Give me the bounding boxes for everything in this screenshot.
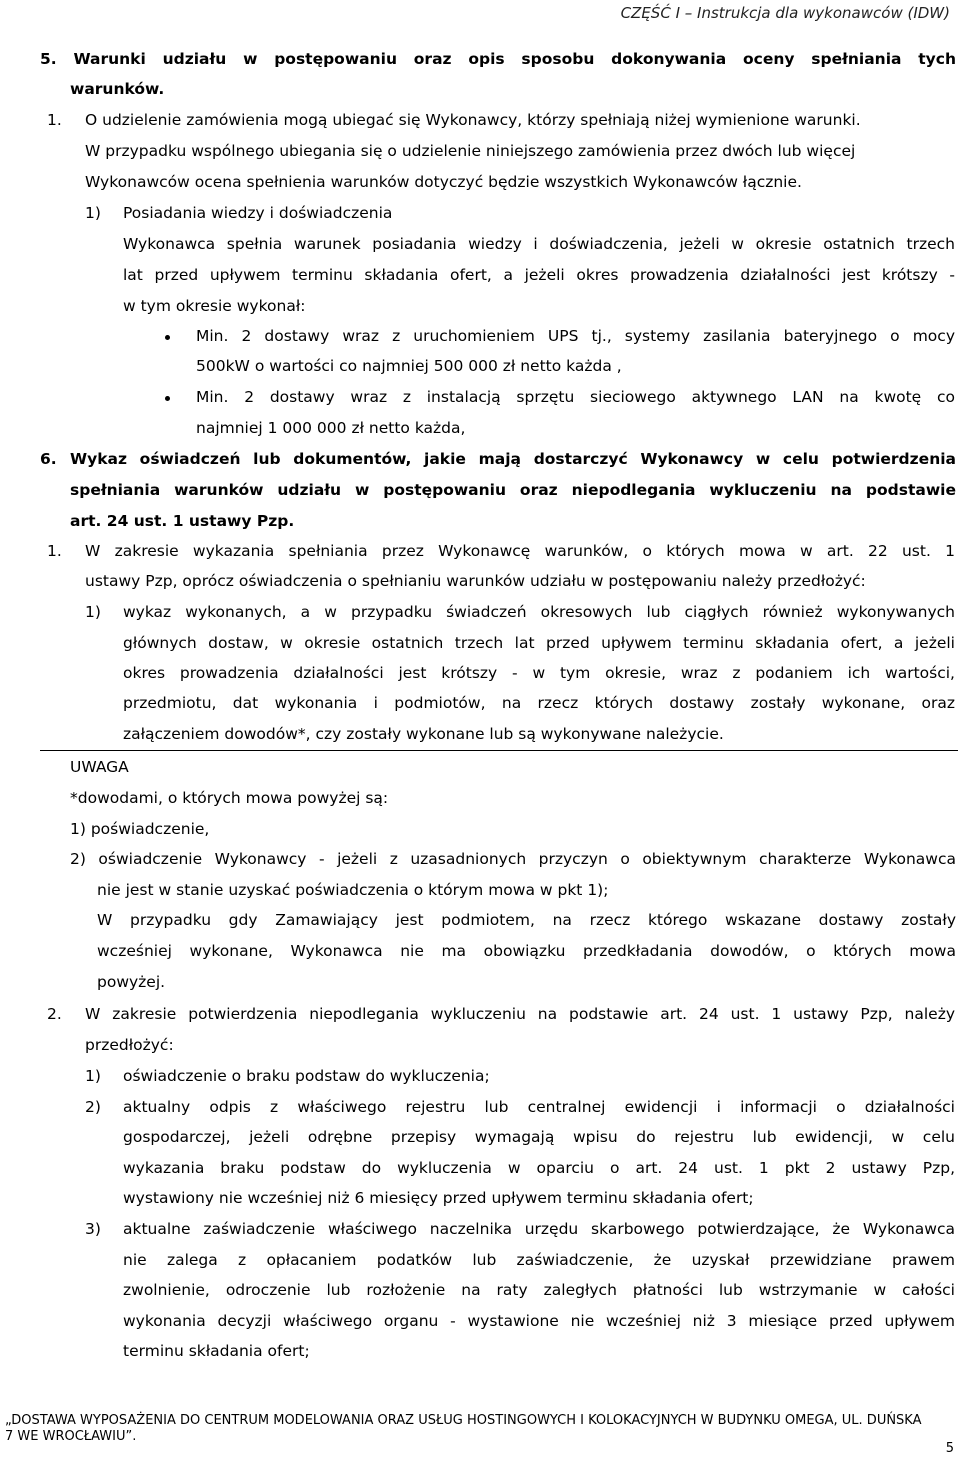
paragraph-line: zwolnienie, odroczenie lub rozłożenie na raty zaległych płatności lub wstrzymanie w całości xyxy=(123,1281,955,1299)
footer-title-cont: 7 WE WROCŁAWIU”. xyxy=(5,1429,137,1444)
paragraph-line: ustawy Pzp, oprócz oświadczenia o spełnianiu warunków udziału w postępowaniu należy przedłożyć: xyxy=(85,572,866,590)
footer-title: „DOSTAWA WYPOSAŻENIA DO CENTRUM MODELOWANIA ORAZ USŁUG HOSTINGOWYCH I KOLOKACYJNYCH W BUDYNKU OMEGA, UL. DUŃSKA xyxy=(5,1413,922,1428)
item-number: 1. xyxy=(47,542,62,560)
section-6-number: 6. xyxy=(40,450,57,468)
paragraph-line: wykazania braku podstaw do wykluczenia w oparciu o art. 24 ust. 1 pkt 2 ustawy Pzp, xyxy=(123,1159,955,1177)
paragraph-line: aktualny odpis z właściwego rejestru lub centralnej ewidencji i informacji o działalności xyxy=(123,1098,955,1116)
note-item-cont: nie jest w stanie uzyskać poświadczenia o którym mowa w pkt 1); xyxy=(97,881,609,899)
bullet-dot xyxy=(165,396,170,401)
note-intro: *dowodami, o których mowa powyżej są: xyxy=(70,789,389,807)
paragraph-line: W przypadku wspólnego ubiegania się o udzielenie niniejszego zamówienia przez dwóch lub więcej xyxy=(85,142,856,160)
bullet-line: najmniej 1 000 000 zł netto każda, xyxy=(196,419,466,437)
subitem-number: 1) xyxy=(85,1067,101,1085)
bullet-line: Min. 2 dostawy wraz z instalacją sprzętu sieciowego aktywnego LAN na kwotę co xyxy=(196,388,955,406)
note-paragraph: wcześniej wykonane, Wykonawca nie ma obowiązku przedkładania dowodów, o których mowa xyxy=(97,942,956,960)
section-5-heading-cont: warunków. xyxy=(70,80,165,98)
section-6-heading: Wykaz oświadczeń lub dokumentów, jakie mają dostarczyć Wykonawcy w celu potwierdzenia xyxy=(70,450,956,468)
note-paragraph: powyżej. xyxy=(97,973,166,991)
subitem-number: 1) xyxy=(85,603,101,621)
paragraph-line: załączeniem dowodów*, czy zostały wykonane lub są wykonywane należycie. xyxy=(123,725,724,743)
paragraph-line: okres prowadzenia działalności jest krótszy - w tym okresie, wraz z podaniem ich wartości, xyxy=(123,664,955,682)
note-paragraph: W przypadku gdy Zamawiający jest podmiotem, na rzecz którego wskazane dostawy zostały xyxy=(97,911,956,929)
paragraph-line: lat przed upływem terminu składania ofert, a jeżeli okres prowadzenia działalności jest krótszy - xyxy=(123,266,955,284)
subitem-number: 3) xyxy=(85,1220,101,1238)
section-6-heading-cont: art. 24 ust. 1 ustawy Pzp. xyxy=(70,512,295,530)
paragraph-line: oświadczenie o braku podstaw do wykluczenia; xyxy=(123,1067,490,1085)
subitem-number: 2) xyxy=(85,1098,101,1116)
paragraph-line: W zakresie wykazania spełniania przez Wykonawcę warunków, o których mowa w art. 22 ust. 1 xyxy=(85,542,955,560)
paragraph-line: wykonania decyzji właściwego organu - wystawione nie wcześniej niż 3 miesiące przed upływem xyxy=(123,1312,955,1330)
paragraph-line: Wykonawca spełnia warunek posiadania wiedzy i doświadczenia, jeżeli w okresie ostatnich trzech xyxy=(123,235,955,253)
subitem-number: 1) xyxy=(85,204,101,222)
page-number: 5 xyxy=(945,1441,954,1456)
note-item: 2) oświadczenie Wykonawcy - jeżeli z uzasadnionych przyczyn o obiektywnym charakterze Wykonawca xyxy=(70,850,956,868)
bullet-line: Min. 2 dostawy wraz z uruchomieniem UPS tj., systemy zasilania bateryjnego o mocy xyxy=(196,327,955,345)
note-item: 1) poświadczenie, xyxy=(70,820,210,838)
paragraph-line: terminu składania ofert; xyxy=(123,1342,310,1360)
paragraph-line: gospodarczej, jeżeli odrębne przepisy wymagają wpisu do rejestru lub ewidencji, w celu xyxy=(123,1128,955,1146)
section-6-heading-cont: spełniania warunków udziału w postępowaniu oraz niepodlegania wykluczeniu na podstawie xyxy=(70,481,956,499)
bullet-line: 500kW o wartości co najmniej 500 000 zł netto każda , xyxy=(196,357,622,375)
paragraph-line: W zakresie potwierdzenia niepodlegania wykluczeniu na podstawie art. 24 ust. 1 ustawy Pzp, należy xyxy=(85,1005,955,1023)
paragraph-line: przedłożyć: xyxy=(85,1036,174,1054)
paragraph-line: głównych dostaw, w okresie ostatnich trzech lat przed upływem terminu składania ofert, a jeżeli xyxy=(123,634,955,652)
section-5-heading: 5. Warunki udziału w postępowaniu oraz opis sposobu dokonywania oceny spełniania tych xyxy=(40,50,956,68)
item-number: 1. xyxy=(47,111,62,129)
paragraph-line: wykaz wykonanych, a w przypadku świadczeń okresowych lub ciągłych również wykonywanych xyxy=(123,603,955,621)
page-header: CZĘŚĆ I – Instrukcja dla wykonawców (IDW) xyxy=(620,4,950,22)
item-number: 2. xyxy=(47,1005,62,1023)
note-heading: UWAGA xyxy=(70,758,129,776)
paragraph-line: nie zalega z opłacaniem podatków lub zaświadczenie, że uzyskał przewidziane prawem xyxy=(123,1251,955,1269)
paragraph-line: aktualne zaświadczenie właściwego naczelnika urzędu skarbowego potwierdzające, że Wykonawca xyxy=(123,1220,955,1238)
subitem-title: Posiadania wiedzy i doświadczenia xyxy=(123,204,393,222)
paragraph-line: wystawiony nie wcześniej niż 6 miesięcy przed upływem terminu składania ofert; xyxy=(123,1189,754,1207)
paragraph-line: przedmiotu, dat wykonania i podmiotów, na rzecz których dostawy zostały wykonane, oraz xyxy=(123,694,955,712)
separator-line xyxy=(40,750,958,751)
item-text: O udzielenie zamówienia mogą ubiegać się Wykonawcy, którzy spełniają niżej wymienione warunki. xyxy=(85,111,861,129)
bullet-dot xyxy=(165,335,170,340)
paragraph-line: Wykonawców ocena spełnienia warunków dotyczyć będzie wszystkich Wykonawców łącznie. xyxy=(85,173,802,191)
paragraph-line: w tym okresie wykonał: xyxy=(123,297,306,315)
